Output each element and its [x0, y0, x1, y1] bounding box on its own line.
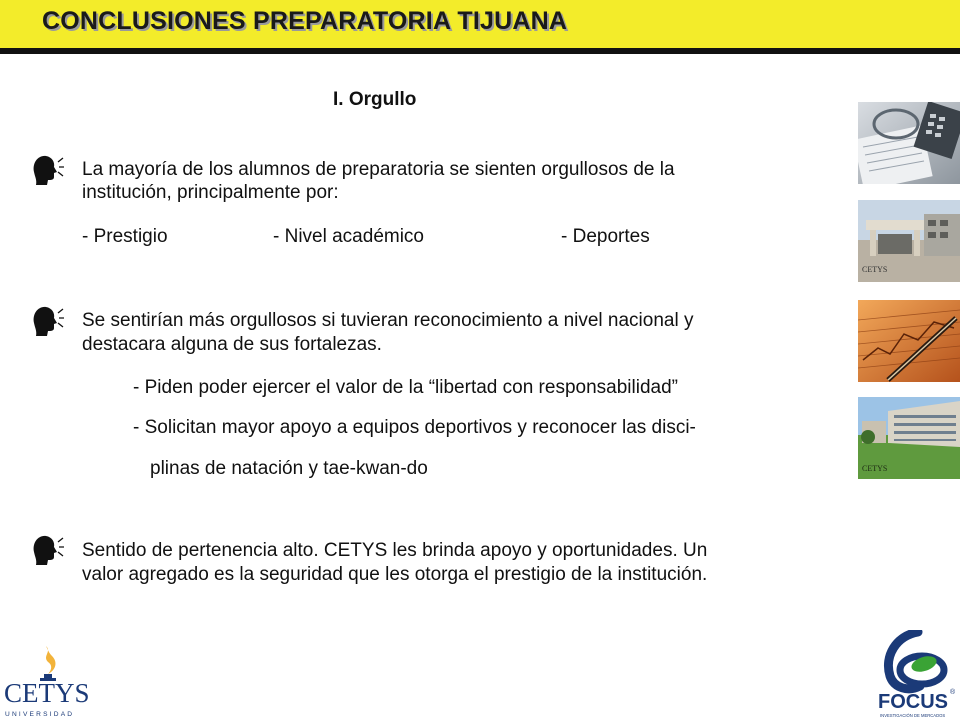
point3-line2: valor agregado es la seguridad que les otorga el prestigio de la institución.: [82, 564, 708, 585]
speaking-head-icon: [30, 152, 64, 186]
point2-subitem-continued: plinas de natación y tae-kwan-do: [150, 458, 428, 479]
point3-line1: Sentido de pertenencia alto. CETYS les brinda apoyo y oportunidades. Un: [82, 540, 708, 561]
focus-logo: [878, 630, 960, 725]
speaking-head-icon: [30, 532, 64, 566]
point2-line1: Se sentirían más orgullosos si tuvieran reconocimiento a nivel nacional y: [82, 310, 694, 331]
point2-subitem: - Solicitan mayor apoyo a equipos deportivos y reconocer las disci-: [133, 417, 696, 438]
reason-item: - Nivel académico: [273, 226, 424, 247]
title-rule: [0, 48, 960, 54]
photo-caption: CETYS: [862, 464, 888, 473]
point2-subitem: - Piden poder ejercer el valor de la “libertad con responsabilidad”: [133, 377, 678, 398]
cetys-subtitle: UNIVERSIDAD: [5, 711, 75, 718]
point2-line2: destacara alguna de sus fortalezas.: [82, 334, 382, 355]
cetys-wordmark: CETYS: [4, 678, 90, 708]
section-heading: I. Orgullo: [333, 89, 417, 110]
reason-item: - Deportes: [561, 226, 650, 247]
pen-chart-photo: [858, 300, 960, 382]
focus-tagline: INVESTIGACIÓN DE MERCADOS: [880, 713, 946, 718]
speaking-head-icon: [30, 303, 64, 337]
campus-building-photo: [858, 200, 960, 282]
registered-mark: ®: [950, 689, 956, 696]
focus-wordmark: FOCUS: [878, 691, 948, 713]
point1-line1: La mayoría de los alumnos de preparatoria se sienten orgullosos de la: [82, 159, 675, 180]
photo-caption: CETYS: [862, 265, 888, 274]
point1-line2: institución, principalmente por:: [82, 182, 339, 203]
page-title: CONCLUSIONES PREPARATORIA TIJUANA: [42, 7, 568, 35]
campus-lawn-photo: [858, 397, 960, 479]
cetys-logo: [4, 644, 96, 723]
reason-item: - Prestigio: [82, 226, 168, 247]
calculator-documents-photo: [858, 102, 960, 184]
